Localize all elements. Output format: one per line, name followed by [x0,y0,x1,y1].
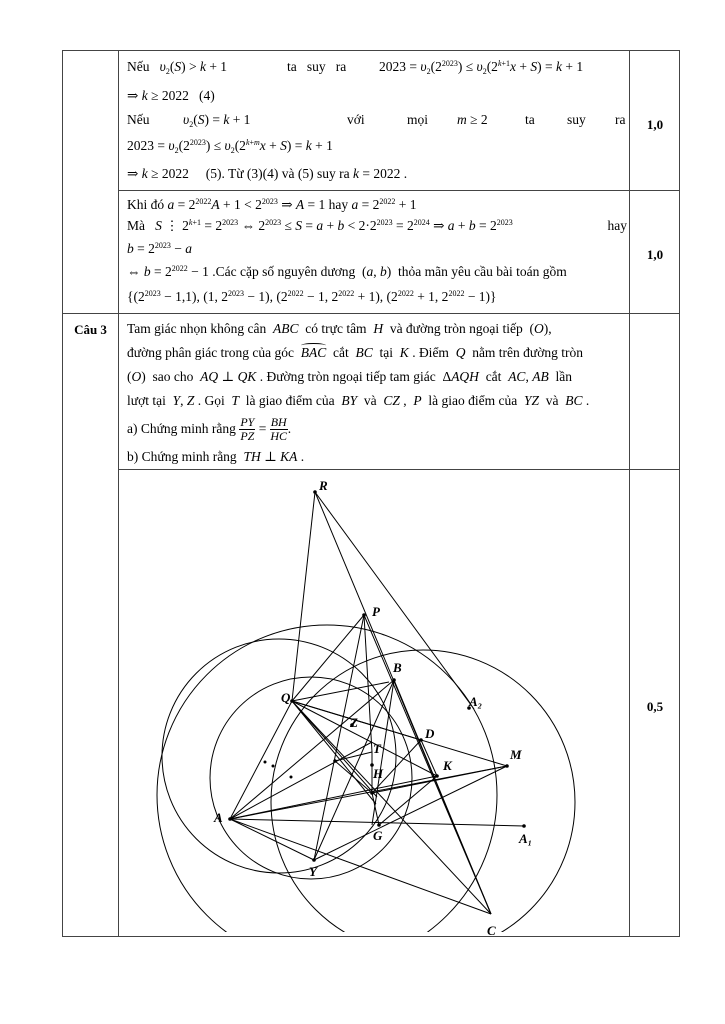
label-G: G [373,828,383,843]
label-B: B [393,660,402,675]
row3-line3: (O) sao cho AQ ⊥ QK . Đường tròn ngoại tiếp tam giác ΔAQH cắt AC, AB lần [127,369,572,384]
label-Q: Q [281,690,291,705]
label-Y: Y [309,864,317,879]
row2-line1: Khi đó $a = 2^{2022}A + 1 < 2^{2023}$ ⇒ A = 1 hay $a = 2^{2022} + 1$ [127,197,417,212]
label-D: D [425,726,435,741]
row2-line5: {$(2^{2023} - 1,1)$, (1, $2^{2023} - 1$), ($2^{2022} - 1$, $2^{2022} + 1$), ($2^{2022} + 1$, $2^{2022} - 1$)} [127,289,497,304]
question-label: Câu 3 [74,322,107,337]
row1-content [127,51,627,190]
fraction-bh-hc: $\frac{BH}{HC}$ [270,415,288,444]
circumcircle-o [271,650,575,935]
row1-line2: ⇒ k ≥ 2022 (4) [127,88,215,103]
row2-content [127,190,627,313]
row3-line4: lượt tại Y, Z . Gọi T là giao điểm của BY và CZ , P là giao điểm của YZ và BC . [127,393,590,408]
row1-line4: $2023 = \upsilon_2(2^{2023}) \le \upsilon_2(2^{k+m}x + S) = k + 1$ [127,138,333,155]
row2-line2: Mà S ⋮ $2^{k+1} = 2^{2023}$ ⇔ $2^{2023} \le S = a + b < 2\cdot 2^{2023} = 2^{2024}$ ⇒ $a + b = 2^{2023}$ hay [127,218,627,233]
label-T: T [373,741,381,756]
row3-line5: a) Chứng minh rằng $\frac{PY}{PZ}$ = $\frac{BH}{HC}$ . [127,415,292,444]
row3-content [127,313,627,469]
part-a-label: a) Chứng minh rằng [127,420,236,436]
label-A: A [214,810,223,825]
label-P: P [372,604,380,619]
label-C: C [487,923,496,935]
row3-line2: đường phân giác trong của góc BAC cắt BC tại K . Điểm Q nằm trên đường tròn [127,345,583,360]
row3-line1: Tam giác nhọn không cân ABC có trực tâm H và đường tròn ngoại tiếp (O), [127,321,552,336]
score-row1: 1,0 [646,117,664,132]
label-H: H [373,766,384,781]
geometry-figure [119,470,629,935]
label-A1: A₁ [519,831,533,846]
label-R: R [319,478,328,493]
score-row4: 0,5 [646,699,664,714]
solution-table [62,50,680,937]
row1-line5: ⇒ k ≥ 2022 (5). Từ (3)(4) và (5) suy ra k = 2022 . [127,166,408,181]
row3-line6: b) Chứng minh rằng TH ⊥ KA . [127,449,305,464]
row1-line3: Nếu $\upsilon_2(S) = k + 1$ với mọi m ≥ 2 ta suy ra [127,112,626,129]
fraction-py-pz: $\frac{PY}{PZ}$ [240,415,255,444]
label-Z: Z [350,715,358,730]
label-M: M [510,747,522,762]
score-row2: 1,0 [646,247,664,262]
row2-line4: ⇔ $b = 2^{2022} - 1$ .Các cặp số nguyên dương (a, b) thỏa mãn yêu cầu bài toán gồm [127,264,567,279]
label-K: K [443,758,452,773]
column-divider-2 [629,51,630,936]
label-A2: A₂ [469,694,483,709]
row2-line3: $b = 2^{2023} - a$ [127,241,192,256]
circle-aqh [162,639,396,873]
row1-line1: Nếu $\upsilon_2(S) > k + 1$ ta suy ra $2023 = \upsilon_2(2^{2023}) \le \upsilon_2(2^{k+1}x + S) = k + 1$ [127,59,584,76]
